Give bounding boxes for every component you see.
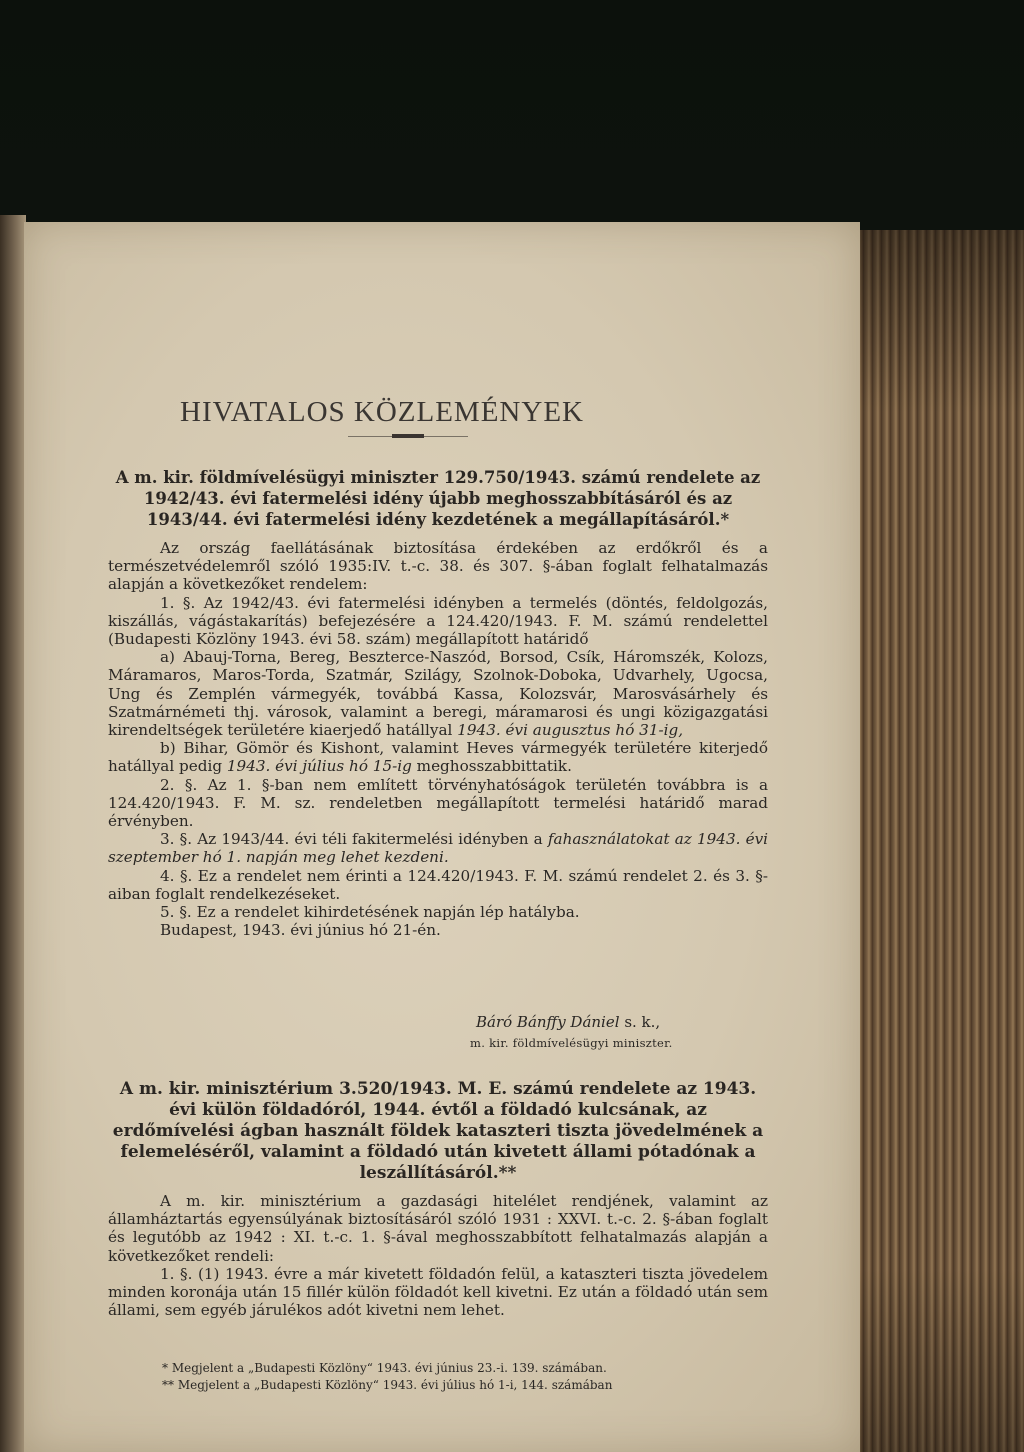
section1-paragraph-2: 2. §. Az 1. §-ban nem említett törvényhatóságok területén továbbra is a 124.420/1943. F. M. sz. rendeletben megállapított termelési határidő marad érvényben. bbox=[108, 775, 768, 831]
section1-paragraph-3 bbox=[108, 830, 768, 866]
signature bbox=[476, 1013, 660, 1031]
paragraph-3-italic: fahasználatokat az 1943. évi szeptember hó 1. napján meg lehet kezdeni. bbox=[108, 830, 769, 867]
section1-heading: A m. kir. földmívelésügyi miniszter 129.750/1943. számú rendelete az 1942/43. évi fatermelési idény újabb meghosszabbításáról és az 1943/44. évi fatermelési idény kezdetének a megállapításáról.* bbox=[115, 468, 761, 529]
footnote-1: * Megjelent a „Budapesti Közlöny“ 1943. évi június 23.-i. 139. számában. bbox=[162, 1361, 607, 1375]
facing-page-edge bbox=[0, 215, 26, 1452]
section1-point-a bbox=[108, 648, 768, 739]
book-page-edges bbox=[855, 230, 1024, 1452]
signer-suffix: s. k., bbox=[624, 1013, 661, 1031]
signer-name: Báró Bánffy Dániel bbox=[476, 1013, 620, 1031]
section1-body bbox=[108, 539, 768, 939]
point-a-text: a) Abauj-Torna, Bereg, Beszterce-Naszód, Borsod, Csík, Háromszék, Kolozs, Máramaros, Maros-Torda, Szatmár, Szilágy, Szolnok-Doboka, Udvarhely, Ugocsa, Ung és Zemplén vármegyék, továbbá Kassa, Kolozsvár, Marosvásárhely és Szatmárnémeti thj. városok, valamint a beregi, máramarosi és ungi közigazgatási kirendeltségek területére kiaerjedő hatállyal bbox=[108, 648, 768, 740]
page-title: HIVATALOS KÖZLEMÉNYEK bbox=[180, 396, 584, 428]
section2-paragraph-1: 1. §. (1) 1943. évre a már kivetett földadón felül, a kataszteri tiszta jövedelem minden koronája után 15 fillér külön földadót kell kivetni. Ez után a földadó után sem állami, sem egyéb járulékos adót kivetni nem lehet. bbox=[108, 1264, 768, 1320]
point-b-date: 1943. évi július hó 15-ig bbox=[226, 757, 412, 776]
title-ornament-bar bbox=[392, 434, 424, 438]
section1-paragraph-5: 5. §. Ez a rendelet kihirdetésének napján lép hatályba. bbox=[160, 903, 580, 922]
point-a-date: 1943. évi augusztus hó 31-ig, bbox=[457, 721, 684, 740]
signer-title: m. kir. földmívelésügyi miniszter. bbox=[470, 1036, 673, 1050]
section1-paragraph-4: 4. §. Ez a rendelet nem érinti a 124.420/1943. F. M. számú rendelet 2. és 3. §-aiban foglalt rendelkezéseket. bbox=[108, 866, 768, 903]
section1-point-b bbox=[108, 739, 768, 775]
section2-body bbox=[108, 1192, 768, 1319]
section1-place-date: Budapest, 1943. évi június hó 21-én. bbox=[160, 921, 441, 940]
point-b-text-end: meghosszabbittatik. bbox=[416, 757, 572, 776]
footnote-2: ** Megjelent a „Budapesti Közlöny“ 1943. évi július hó 1-i, 144. számában bbox=[162, 1378, 613, 1392]
section2-heading: A m. kir. minisztérium 3.520/1943. M. E. számú rendelete az 1943. évi külön földadóról, 1944. évtől a földadó kulcsának, az erdőmívelési ágban használt földek kataszteri tiszta jövedelmének a felemeléséről, valamint a földadó után kivetett állami pótadónak a leszállításáról.** bbox=[112, 1079, 764, 1183]
section1-intro: Az ország faellátásának biztosítása érdekében az erdőkről és a természetvédelemről szóló 1935:IV. t.-c. 38. és 307. §-ában foglalt felhatalmazás alapján a következőket rendelem: bbox=[108, 539, 768, 594]
point-b-text: b) Bihar, Gömör és Kishont, valamint Heves vármegyék területére kiterjedő hatállyal pedig bbox=[108, 739, 768, 776]
section1-paragraph-1: 1. §. Az 1942/43. évi fatermelési idényben a termelés (döntés, feldolgozás, kiszállás, vágástakarítás) befejezésére a 124.420/1943. F. M. számú rendelettel (Budapesti Közlöny 1943. évi 58. szám) megállapított határidő bbox=[108, 593, 768, 649]
paragraph-3-text: 3. §. Az 1943/44. évi téli fakitermelési idényben a bbox=[160, 830, 543, 849]
section2-intro: A m. kir. minisztérium a gazdasági hitelélet rendjének, valamint az államháztartás egyensúlyának biztosításáról szóló 1931 : XXVI. t.-c. 2. §-ában foglalt és legutóbb az 1942 : XI. t.-c. 1. §-ával meghosszabbított felhatalmazás alapján a következőket rendeli: bbox=[108, 1192, 768, 1265]
